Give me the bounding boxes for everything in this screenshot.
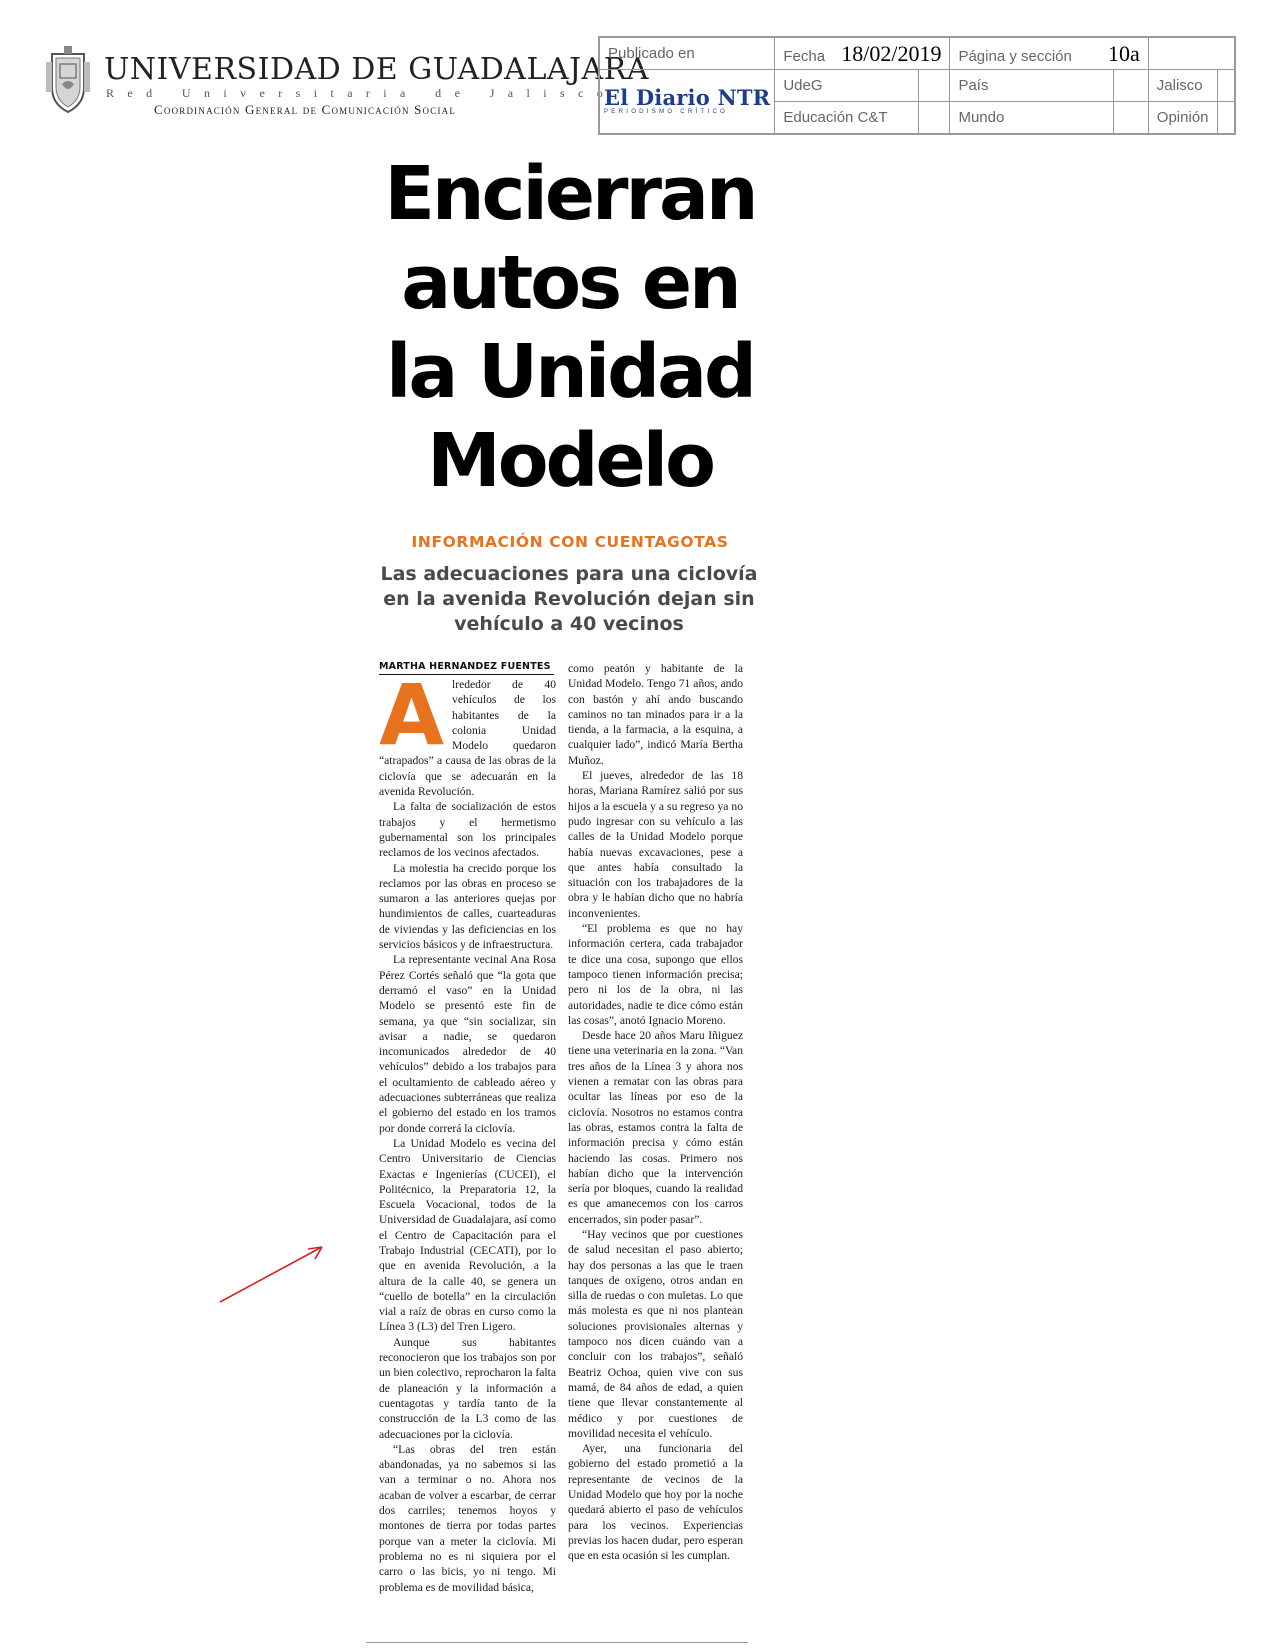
section-opinion-check xyxy=(1217,102,1235,135)
section-pais-check xyxy=(1113,70,1148,102)
article-kicker: INFORMACIÓN CON CUENTAGOTAS xyxy=(411,533,729,551)
paragraph: Desde hace 20 años Maru Iñiguez tiene una veterinaria en la zona. “Van tres años de la Línea 3 y ahora nos vienen a rematar con las obras para ocultar las líneas por eso de la ciclovía. Nosotros no estamos contra las obras, estamos contra la falta de información precisa y cómo están haciendo las cosas. Primero nos habían dicho que la intervención sería por bloques, cuando la realidad es que amanecemos con los carros encerrados, sin poder pasar”. xyxy=(568,1029,743,1226)
paragraph: Aunque sus habitantes reconocieron que los trabajos son por un bien colectivo, reprocharon la falta de planeación y la información a cuentagotas y tardía tanto de la construcción de la L3 como de las adecuaciones por la ciclovía. xyxy=(379,1335,556,1441)
university-name: UNIVERSIDAD DE GUADALAJARA xyxy=(104,52,649,87)
coordination-title: Coordinación General de Comunicación Social xyxy=(154,102,457,117)
section-pais: País xyxy=(950,70,1113,102)
article-column-2 xyxy=(568,661,743,1564)
bottom-rule xyxy=(366,1642,748,1643)
article-headline: Encierran autos en la Unidad Modelo xyxy=(384,151,756,504)
paragraph: La Unidad Modelo es vecina del Centro Universitario de Ciencias Exactas e Ingenierías (CUCEI), el Politécnico, la Preparatoria 12, la Escuela Vocacional, todos de la Universidad de Guadalajara, así como el Centro de Capacitación para el Trabajo Industrial (CECATI), por lo que en avenida Revolución, a la altura de la calle 40, se genera un “cuello de botella” en la circulación vial a raíz de obras en curso como la Línea 3 (L3) del Tren Ligero. xyxy=(379,1136,556,1334)
newspaper-logo xyxy=(599,70,775,135)
page-section-cell xyxy=(950,37,1148,70)
section-udeg: UdeG xyxy=(775,70,919,102)
page-section-value: 10a xyxy=(1108,40,1140,66)
paragraph: La falta de socialización de estos trabajos y el hermetismo gubernamental son los principales reclamos de los vecinos afectados. xyxy=(379,800,556,860)
article-byline: MARTHA HERNÁNDEZ FUENTES xyxy=(379,661,554,675)
udg-crest-icon xyxy=(44,44,92,114)
newspaper-name: El Diario NTR xyxy=(604,85,771,110)
section-jalisco: Jalisco xyxy=(1148,70,1217,102)
published-in-label: Publicado en xyxy=(599,37,775,70)
paragraph: El jueves, alrededor de las 18 horas, Mariana Ramírez salió por sus hijos a la escuela y a su regreso ya no pudo ingresar con su vehículo a las calles de la Unidad Modelo porque había nuevas excavaciones, pese a que antes había consultado la situación con los trabajadores de la obra y le habían dicho que no habría inconvenientes. xyxy=(568,769,743,920)
date-label: Fecha xyxy=(783,47,826,65)
university-network: Red Universitaria de Jalisco xyxy=(106,86,617,100)
section-educacion-check xyxy=(919,102,950,135)
drop-cap: A xyxy=(379,666,445,764)
section-educacion: Educación C&T xyxy=(775,102,919,135)
publication-info-table xyxy=(598,36,1236,135)
section-opinion: Opinión xyxy=(1148,102,1217,135)
newspaper-tagline: PERIODISMO CRÍTICO xyxy=(604,109,729,115)
date-cell xyxy=(775,37,950,70)
paragraph: lrededor de 40 vehículos de los habitantes de la colonia Unidad Modelo quedaron “atrapados” a causa de las obras de la ciclovía que se adecuarán en la avenida Revolución. xyxy=(379,678,556,799)
article-deck: Las adecuaciones para una ciclovía en la avenida Revolución dejan sin vehículo a 40 vecinos xyxy=(380,563,758,635)
red-arrow-icon xyxy=(218,1240,328,1304)
section-mundo-check xyxy=(1113,102,1148,135)
section-jalisco-check xyxy=(1217,70,1235,102)
section-mundo: Mundo xyxy=(950,102,1113,135)
paragraph: Ayer, una funcionaria del gobierno del estado prometió a la representante de vecinos de la Unidad Modelo que hoy por la noche quedará abierto el paso de vehículos para los vecinos. Experiencias previas los hacen dudar, pero esperan que en esta ocasión si les cumplan. xyxy=(568,1442,743,1563)
paragraph: La representante vecinal Ana Rosa Pérez Cortés señaló que “la gota que derramó el vaso” en la Unidad Modelo se presentó este fin de semana, ya que “sin socializar, sin avisar a nadie, se quedaron incomunicados alrededor de 40 vehículos” debido a los trabajos para el ocultamiento de cableado aéreo y adecuaciones subterráneas que realiza el gobierno del estado en los tramos por donde correrá la ciclovía. xyxy=(379,953,556,1135)
date-value: 18/02/2019 xyxy=(841,40,942,66)
paragraph: La molestia ha crecido porque los reclamos por las obras en proceso se sumaron a las anteriores quejas por hundimientos de calles, cuarteaduras de viviendas y las deficiencias en los servicios básicos y de infraestructura. xyxy=(379,861,556,952)
paragraph: como peatón y habitante de la Unidad Modelo. Tengo 71 años, ando con bastón y ahí ando buscando caminos no tan minados para ir a la tienda, a la farmacia, a la esquina, a cualquier lado”, indicó María Bertha Muñoz. xyxy=(568,662,743,767)
page-section-label: Página y sección xyxy=(958,47,1072,65)
paragraph: “Las obras del tren están abandonadas, ya no sabemos si las van a terminar o no. Ahora nos acaban de volver a escarbar, de cerrar dos carriles; tenemos hoyos y montones de tierra por todas partes porque van a meter la ciclovía. Mi problema no es ni siquiera por el carro o las bicis, yo ni tengo. Mi problema es de movilidad básica, xyxy=(379,1442,556,1594)
paragraph: “Hay vecinos que por cuestiones de salud necesitan el paso abierto; hay dos personas a las que le traen tanques de oxígeno, otros andan en silla de ruedas o con muletas. Lo que más molesta es que ni nos plantean soluciones provisionales alternas y tampoco nos dicen cuándo van a concluir con los trabajos”, señaló Beatriz Ochoa, quien vive con sus mamá, de 84 años de edad, a quien tiene que llevar constantemente al médico y por cuestiones de movilidad necesita el vehículo. xyxy=(568,1227,743,1440)
section-udeg-check xyxy=(919,70,950,102)
paragraph: “El problema es que no hay información certera, cada trabajador te dice una cosa, supongo que ellos tampoco tienen información precisa; pero ni los de la obra, ni las autoridades, nadie te dice cómo están las cosas”, anotó Ignacio Moreno. xyxy=(568,922,743,1027)
